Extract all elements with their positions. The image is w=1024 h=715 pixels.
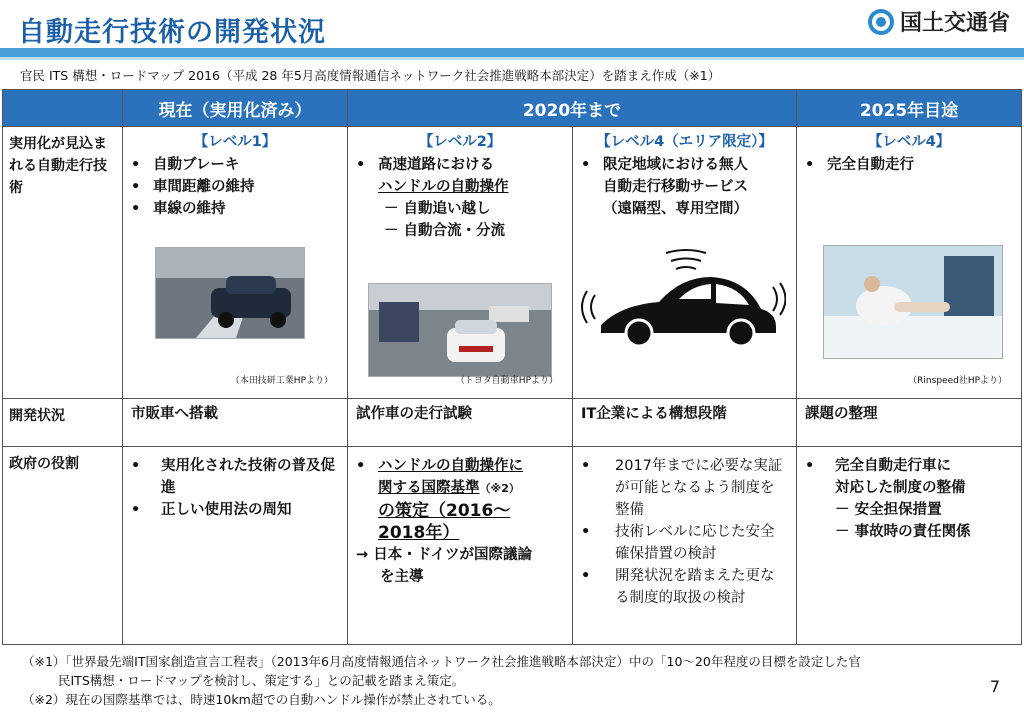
status-level4-area: IT企業による構想段階 (573, 399, 797, 447)
list-item-continued: 2018年） (378, 523, 460, 543)
list-item-underlined: ハンドルの自動操作 (378, 179, 509, 195)
list-item: • 2017年までに必要な実証が可能となるよう制度を整備 (581, 458, 783, 518)
honda-car-photo (155, 247, 305, 339)
cell-level4 (797, 127, 1022, 399)
level-label: 【レベル1】 (193, 134, 277, 150)
footnote-2: （※2）現在の国際基準では、時速10km超での自動ハンドル操作が禁止されている。 (22, 692, 501, 707)
row-government-role (3, 447, 1022, 645)
title-rule (0, 48, 1024, 57)
list-item: • 高速道路における (356, 157, 494, 173)
header-2025: 2025年目途 (797, 90, 1022, 127)
list-item-continued: の策定（2016～ (378, 501, 511, 521)
photo-credit: （トヨタ自動車HPより） (455, 376, 558, 386)
subtitle: 官民 ITS 構想・ロードマップ 2016（平成 28 年5月高度情報通信ネットワーク社会推進戦略本部決定）を踏まえ作成（※1） (20, 68, 721, 83)
footnote-1: （※1）「世界最先端IT国家創造宣言工程表」（2013年6月高度情報通信ネットワーク社会推進戦略本部決定）中の「10～20年程度の目標を設定した官 (22, 654, 861, 669)
mlit-logo (868, 6, 1010, 37)
sub-item: － 事故時の責任関係 (835, 524, 971, 540)
header-empty (3, 90, 123, 127)
list-item-continued: 対応した制度の整備 (835, 480, 966, 496)
header-2020: 2020年まで (348, 90, 797, 127)
list-item: • 車線の維持 (131, 201, 226, 217)
page-title: 自動走行技術の開発状況 (18, 17, 326, 48)
photo-credit: （本田技研工業HPより） (230, 376, 333, 386)
cell-level4-area (573, 127, 797, 399)
driverless-car-icon (581, 247, 786, 357)
role-level4-area (573, 447, 797, 645)
roadmap-table (2, 89, 1022, 645)
footnote-1-continued: 民ITS構想・ロードマップを検討し、策定する」との記載を踏まえ策定。 (58, 673, 465, 688)
sub-item: － 自動追い越し (384, 201, 491, 217)
list-item: • 技術レベルに応じた安全確保措置の検討 (581, 524, 775, 562)
row-technology (3, 127, 1022, 399)
toyota-car-photo (368, 283, 552, 377)
list-item-continued: （遠隔型、専用空間） (603, 201, 748, 217)
cell-level2 (348, 127, 573, 399)
photo-credit: （Rinspeed社HPより） (908, 376, 1008, 386)
list-item: • 開発状況を踏まえた更なる制度的取扱の検討 (581, 568, 775, 606)
mlit-emblem-icon (868, 9, 894, 35)
cell-level1 (123, 127, 348, 399)
level-label: 【レベル4】 (867, 134, 951, 150)
level-label: 【レベル4（エリア限定）】 (596, 134, 773, 150)
arrow-note: → 日本・ドイツが国際議論 (356, 547, 532, 563)
list-item-continued: 関する国際基準（※2） (378, 480, 520, 496)
list-item-continued: 自動走行移動サービス (603, 179, 748, 195)
status-now: 市販車へ搭載 (123, 399, 348, 447)
level-label: 【レベル2】 (418, 134, 502, 150)
list-item: • 自動ブレーキ (131, 157, 240, 173)
logo-text: 国土交通省 (899, 11, 1010, 36)
list-item: • 限定地域における無人 (581, 157, 748, 173)
role-level4 (797, 447, 1022, 645)
list-item: • 車間距離の維持 (131, 179, 255, 195)
status-level4: 課題の整理 (797, 399, 1022, 447)
row-label-role: 政府の役割 (3, 447, 123, 645)
rinspeed-interior-photo (823, 245, 1003, 359)
role-now (123, 447, 348, 645)
title-rule-light (0, 57, 1024, 60)
list-item: • 完全自動走行 (805, 157, 915, 173)
page-number: 7 (989, 677, 1000, 696)
list-item: • ハンドルの自動操作に (356, 458, 523, 474)
list-item: • 実用化された技術の普及促進 (131, 458, 335, 496)
role-level2 (348, 447, 573, 645)
arrow-note-continued: を主導 (380, 569, 424, 585)
status-level2: 試作車の走行試験 (348, 399, 573, 447)
header-row (3, 90, 1022, 127)
list-item: • 完全自動走行車に (805, 458, 952, 474)
header-now: 現在（実用化済み） (123, 90, 348, 127)
list-item: • 正しい使用法の周知 (131, 502, 292, 518)
sub-item: － 自動合流・分流 (384, 223, 506, 239)
sub-item: － 安全担保措置 (835, 502, 942, 518)
row-label-status: 開発状況 (3, 399, 123, 447)
row-label-technology: 実用化が見込まれる自動走行技術 (3, 127, 123, 399)
row-status (3, 399, 1022, 447)
